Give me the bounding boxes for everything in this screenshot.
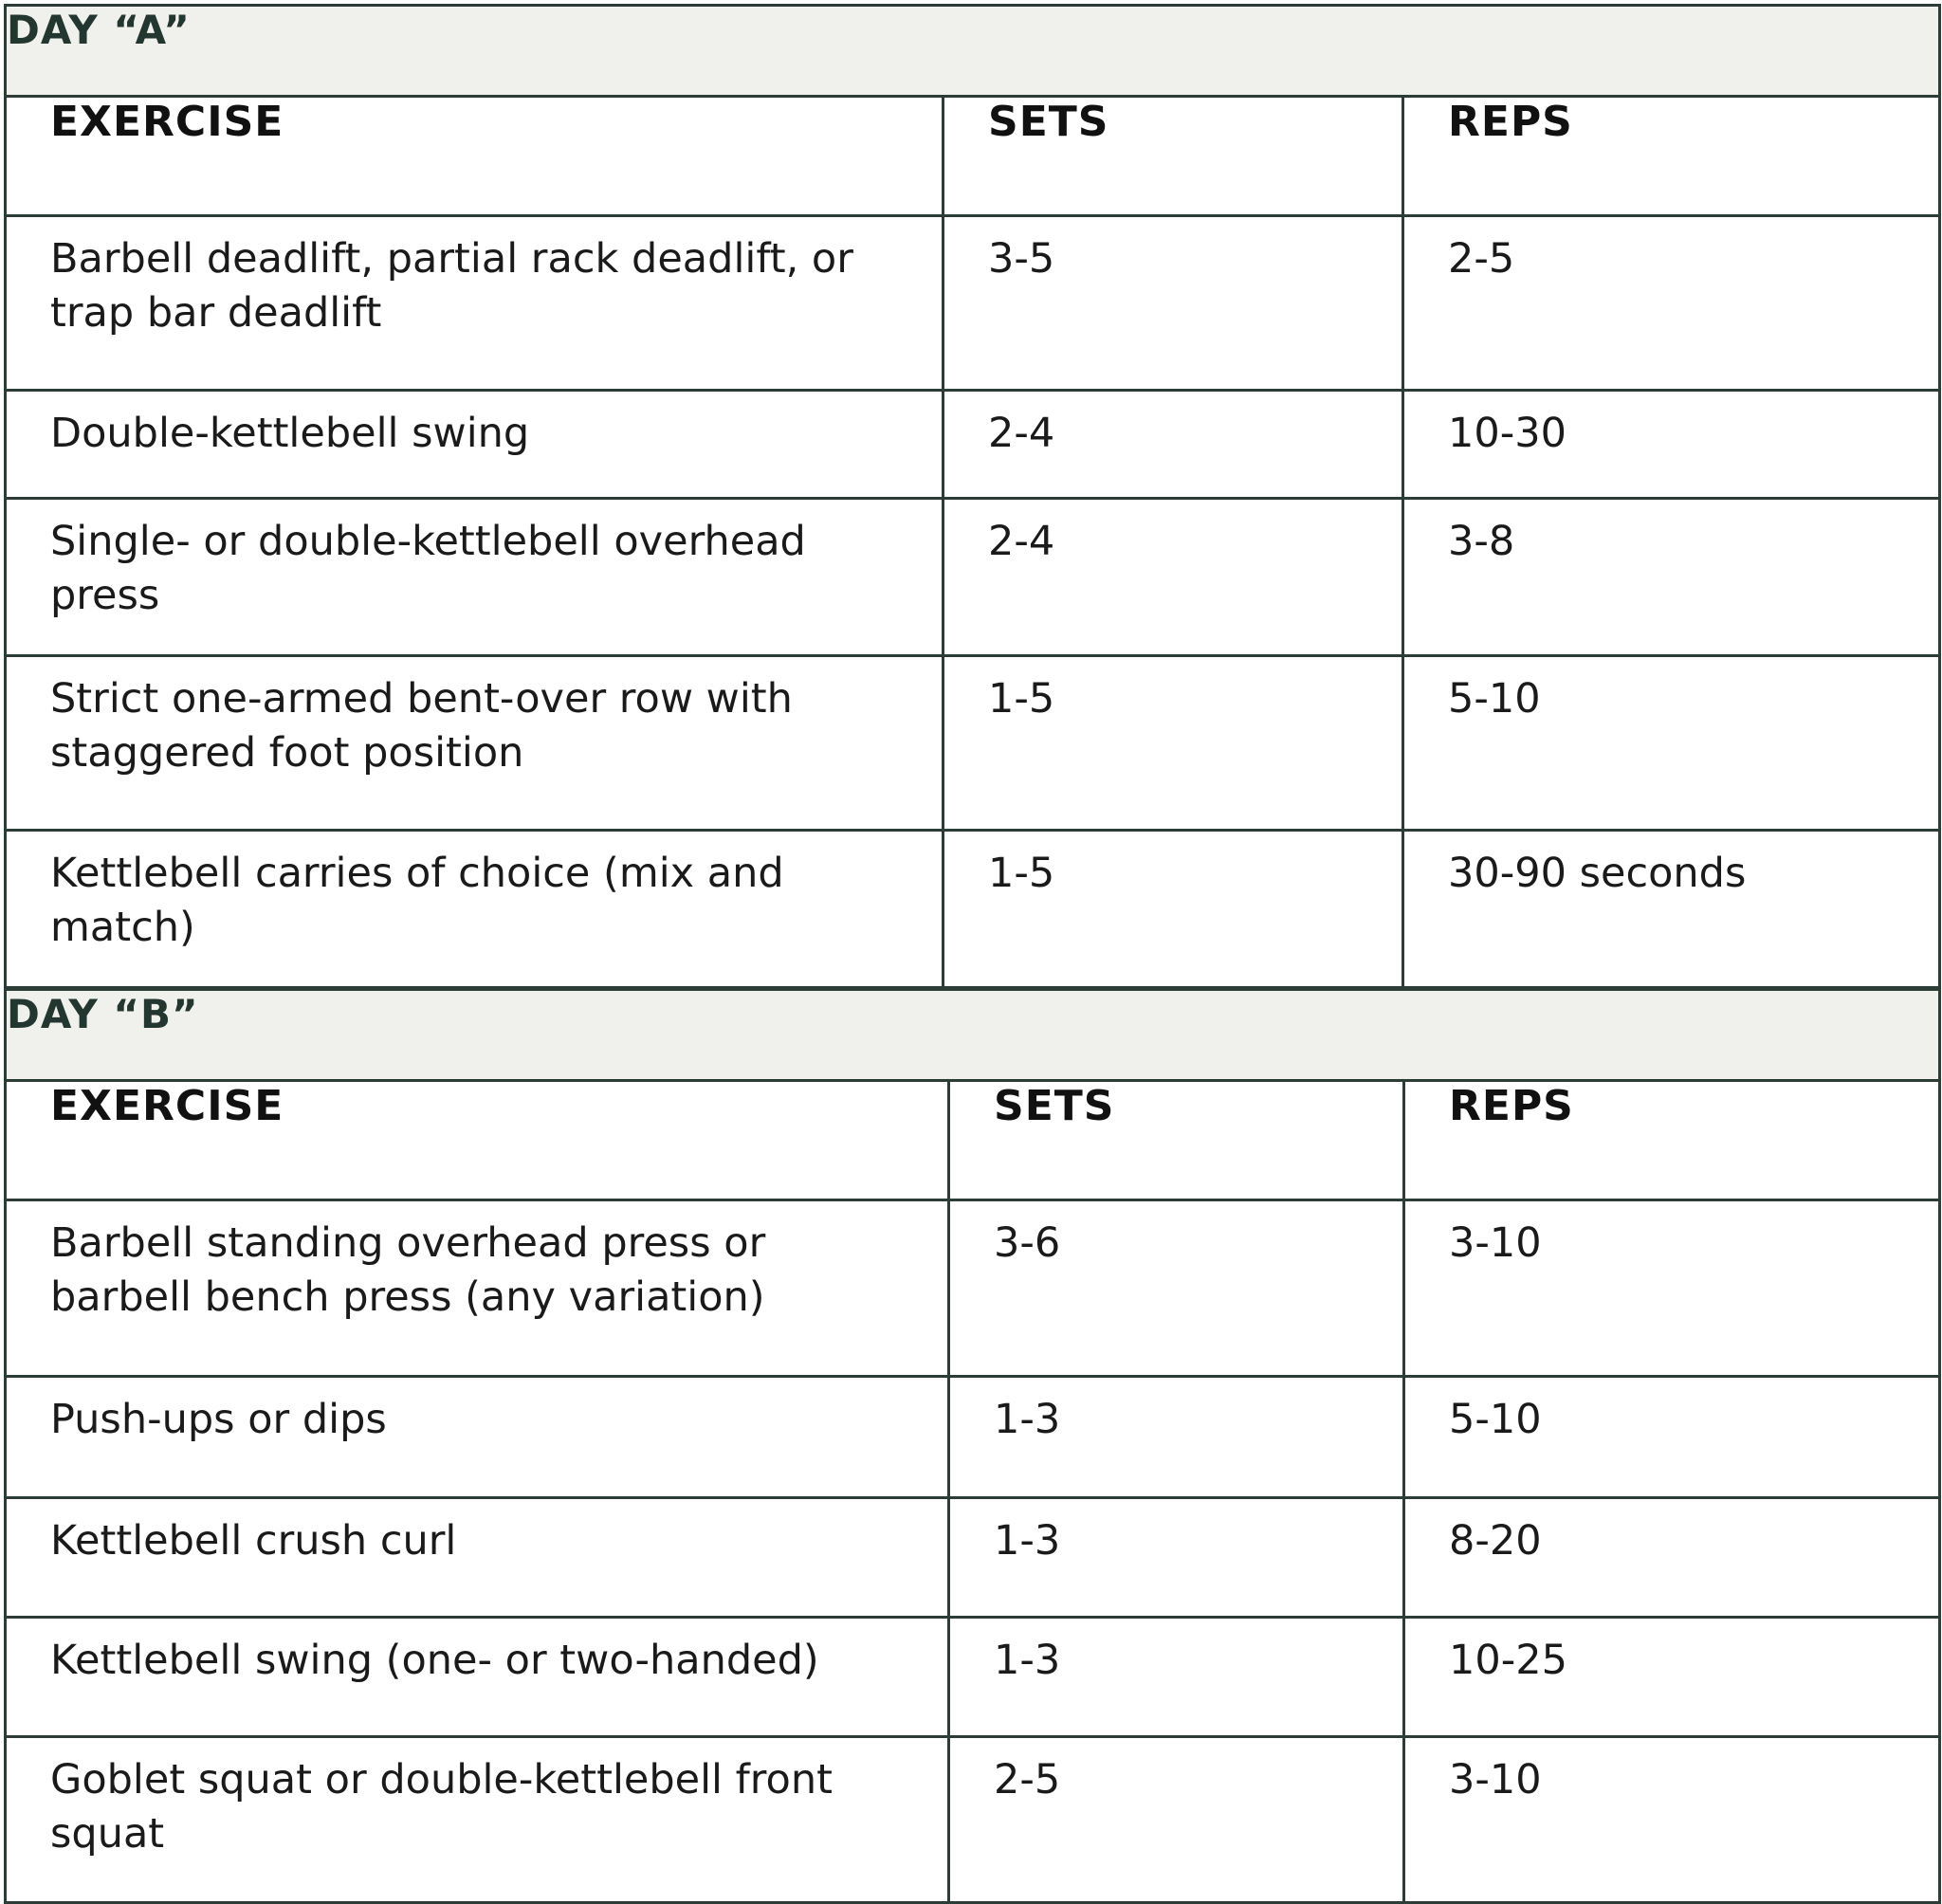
table-row bbox=[6, 1377, 1940, 1498]
table-row bbox=[6, 1498, 1940, 1618]
reps-cell: 3-10 bbox=[1404, 1200, 1940, 1377]
sets-cell: 1-5 bbox=[944, 656, 1403, 831]
reps-cell: 3-10 bbox=[1404, 1737, 1940, 1903]
table-row bbox=[6, 1200, 1940, 1377]
reps-cell: 8-20 bbox=[1404, 1498, 1940, 1618]
sets-cell: 1-5 bbox=[944, 831, 1403, 988]
exercise-cell: Kettlebell crush curl bbox=[6, 1498, 949, 1618]
reps-cell: 10-30 bbox=[1403, 391, 1940, 499]
exercise-cell: Barbell deadlift, partial rack deadlift, or trap bar deadlift bbox=[6, 216, 944, 391]
reps-cell: 3-8 bbox=[1403, 499, 1940, 656]
sets-cell: 2-5 bbox=[949, 1737, 1404, 1903]
sets-cell: 2-4 bbox=[944, 499, 1403, 656]
reps-header: REPS bbox=[1404, 1081, 1940, 1200]
sets-cell: 1-3 bbox=[949, 1377, 1404, 1498]
exercise-header: EXERCISE bbox=[6, 97, 944, 216]
exercise-cell: Single- or double-kettlebell overhead press bbox=[6, 499, 944, 656]
exercise-cell: Push-ups or dips bbox=[6, 1377, 949, 1498]
sets-cell: 1-3 bbox=[949, 1498, 1404, 1618]
reps-cell: 5-10 bbox=[1404, 1377, 1940, 1498]
sets-cell: 1-3 bbox=[949, 1618, 1404, 1737]
sets-cell: 3-6 bbox=[949, 1200, 1404, 1377]
sets-cell: 2-4 bbox=[944, 391, 1403, 499]
reps-cell: 5-10 bbox=[1403, 656, 1940, 831]
day-b-title: DAY “B” bbox=[6, 990, 1940, 1081]
exercise-cell: Goblet squat or double-kettlebell front squat bbox=[6, 1737, 949, 1903]
day-b-table bbox=[4, 988, 1941, 1904]
reps-header: REPS bbox=[1403, 97, 1940, 216]
day-a-title: DAY “A” bbox=[6, 6, 1940, 97]
exercise-header: EXERCISE bbox=[6, 1081, 949, 1200]
reps-cell: 2-5 bbox=[1403, 216, 1940, 391]
reps-cell: 10-25 bbox=[1404, 1618, 1940, 1737]
exercise-cell: Double-kettlebell swing bbox=[6, 391, 944, 499]
day-a-table bbox=[4, 4, 1941, 989]
exercise-cell: Barbell standing overhead press or barbell bench press (any variation) bbox=[6, 1200, 949, 1377]
exercise-cell: Kettlebell swing (one- or two-handed) bbox=[6, 1618, 949, 1737]
sets-header: SETS bbox=[949, 1081, 1404, 1200]
table-row bbox=[6, 216, 1940, 391]
reps-cell: 30-90 seconds bbox=[1403, 831, 1940, 988]
sets-header: SETS bbox=[944, 97, 1403, 216]
table-row bbox=[6, 831, 1940, 988]
table-row bbox=[6, 499, 1940, 656]
table-row bbox=[6, 1618, 1940, 1737]
exercise-cell: Strict one-armed bent-over row with staggered foot position bbox=[6, 656, 944, 831]
table-row bbox=[6, 656, 1940, 831]
exercise-cell: Kettlebell carries of choice (mix and match) bbox=[6, 831, 944, 988]
sets-cell: 3-5 bbox=[944, 216, 1403, 391]
table-row bbox=[6, 1737, 1940, 1903]
table-row bbox=[6, 391, 1940, 499]
